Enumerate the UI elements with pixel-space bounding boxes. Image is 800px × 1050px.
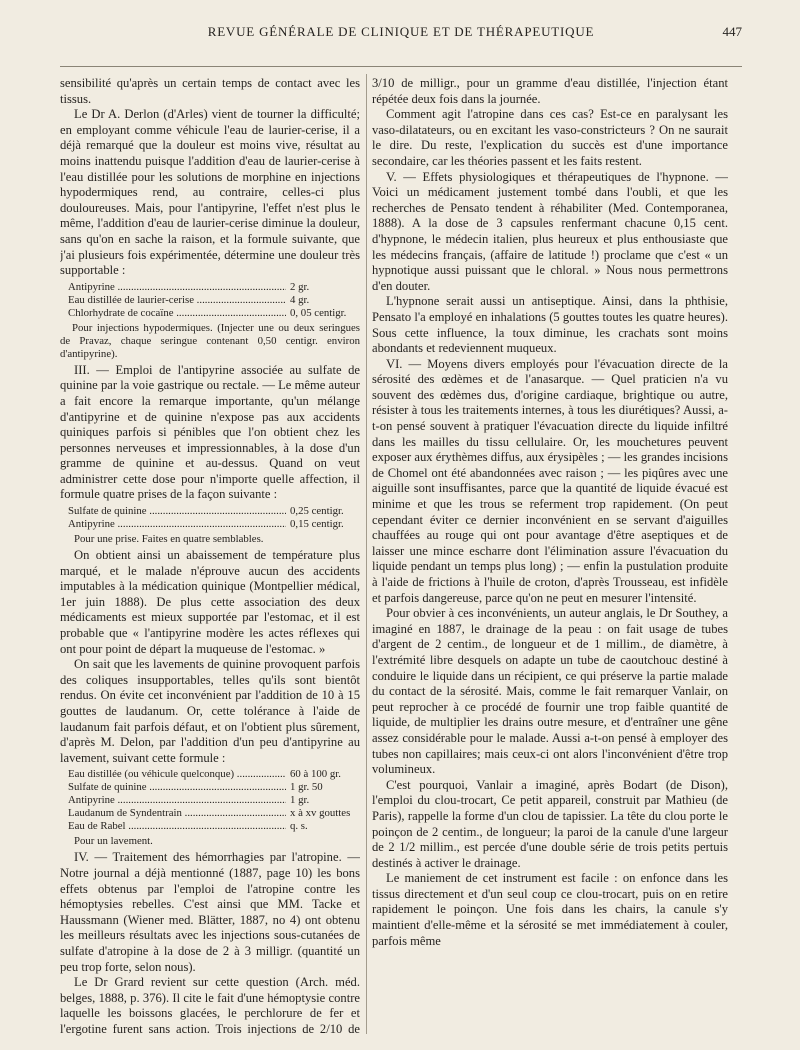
right-column xyxy=(372,76,728,1036)
paragraph: Le Dr Grard revient sur cette question (Arch. méd. belges, 1888, p. 376). Il cite le fait d'une hémoptysie contre laquelle les boissons glacées, le perchlorure de fer et l'ergotine furent sans action. Trois injections de 2/10 de xyxy=(60,975,360,1036)
paragraph: 3/10 de milligr., pour un gramme d'eau distillée, l'injection étant répétée deux fois dans la journée. xyxy=(372,76,728,106)
journal-title: REVUE GÉNÉRALE DE CLINIQUE ET DE THÉRAPEUTIQUE xyxy=(207,24,595,39)
section-paragraph: VI. — Moyens divers employés pour l'évacuation directe de la sérosité des œdèmes et de l'anasarque. — Quel praticien n'a vu souvent des œdèmes dus, d'origine cardiaque, brightique ou autre, résister à tous les traitements internes, à tous les diurétiques? Aussi, a-t-on pensé souvent à pratiquer l'évacuation directe du liquide infiltré dans les mailles du tissu cellulaire. Or, les mouchetures peuvent exposer aux érythèmes diffus, aux érysipèles ; — les grandes incisions de Chomel ont été abandonnées avec raison ; — les piqûres avec une aiguille sont insuffisantes, parce que la quantité de liquide évacué est minime et que les trous se referment trop rapidement. (On peut cependant éviter ce dernier inconvénient en se servant d'aiguilles chauffées au rouge qui ont pour avantage d'être aseptiques et de laisser une mince escharre dont l'élimination assure l'évacuation du liquide pendant un temps plus long) ; — enfin la pustulation produite à l'aide de frictions à l'huile de croton, d'après Trousseau, est infidèle et parfois dangereuse, parce qu'on ne peut en mesurer l'intensité. xyxy=(372,356,728,605)
page-number: 447 xyxy=(722,24,742,39)
section-paragraph: V. — Effets physiologiques et thérapeutiques de l'hypnone. — Voici un médicament justement tombé dans l'oubli, et que les recherches de Pensato tendent à réhabiliter (Med. Contemporanea, 1888). A la dose de 3 capsules renfermant chacune 0,15 cent. d'hypnone, le médecin italien, plus heureux et plus enthousiaste que les médecins français, (affaire de latitude !) proclame que c'est « un hypnotique aussi puissant que le chloral. » Nous nous permettrons d'en douter. xyxy=(372,169,728,293)
formula-note: Pour un lavement. xyxy=(74,835,153,848)
formula-note: Pour une prise. Faites en quatre semblables. xyxy=(74,533,264,546)
formula-row: Chlorhydrate de cocaïne ..... 0, 05 centigr. xyxy=(60,307,360,320)
paragraph: Comment agit l'atropine dans ces cas? Est-ce en paralysant les vaso-dilatateurs, ou en excitant les vaso-constricteurs ? On ne saurait le dire. Du reste, l'explication du succès est d'une importance secondaire, car les théories passent et les faits restent. xyxy=(372,107,728,168)
paragraph: On sait que les lavements de quinine provoquent parfois des coliques insupportables, telles qu'ils sont bientôt rendus. On évite cet inconvénient par l'addition de 10 à 15 gouttes de laudanum. Or, cette tolérance à l'aide de laudanum fait parfois défaut, et on l'obtient plus sûrement, d'après M. Delon, par l'addition d'un peu d'antipyrine au lavement, suivant cette formule : xyxy=(60,657,360,765)
paragraph: Pour obvier à ces inconvénients, un auteur anglais, le Dr Southey, a imaginé en 1887, le drainage de la peau : on fait usage de tubes d'argent de 2 centim., de longueur et de 1 millim., de diamètre, à l'extrémité libre desquels on adapte un tube de caoutchouc destiné à conduire le liquide dans un récipient, ce qui préserve la partie malade du contact de la sérosité. Mais, comme le fait remarquer Vanlair, on peut reprocher à ce procédé de fournir une trop faible quantité de liquide, de multiplier les drains outre mesure, et d'entraîner une gêne assez considérable pour le malade. Aussi a-t-on pensé à employer des tubes non capillaires; mais ceux-ci ont alors l'inconvénient d'être trop volumineux. xyxy=(372,606,728,777)
section-paragraph: III. — Emploi de l'antipyrine associée au sulfate de quinine par la voie gastrique ou rectale. — Le même auteur a fait encore la remarque importante, qu'un mélange d'antipyrine et de quinine n'expose pas aux accidents quiniques parfois si pénibles que l'on obtient chez les personnes nerveuses et impressionnables, à la dose d'un gramme de quinine et au-dessus. Quand on veut administrer cette dose pour n'importe quelle affection, il formule quatre prises de la façon suivante : xyxy=(60,362,360,502)
left-column xyxy=(60,76,360,1036)
column-divider xyxy=(366,74,367,1034)
formula-lavement xyxy=(60,768,360,833)
paragraph: sensibilité qu'après un certain temps de contact avec les tissus. xyxy=(60,76,360,106)
paragraph: Le Dr A. Derlon (d'Arles) vient de tourner la difficulté; en employant comme véhicule l'eau de laurier-cerise, il a déjà remarqué que la douleur est moins vive, résultat au moins inattendu puisque l'addition d'eau de laurier-cerise à l'eau distillée pour les solutions de morphine en injections hypodermiques rend, au contraire, celles-ci plus douloureuses. Mais, pour l'antipyrine, l'effet n'est plus le même, l'addition d'eau de laurier-cerise diminue la douleur, sans qu'on en sache la raison, et la formule suivante, que j'ai plusieurs fois expérimentée, détermine une douleur très supportable : xyxy=(60,107,360,278)
formula-row: Eau de Rabel ..... q. s. xyxy=(60,820,360,833)
formula-row: Sulfate de quinine ..... 1 gr. 50 xyxy=(60,781,360,794)
paragraph: C'est pourquoi, Vanlair a imaginé, après Bodart (de Dison), l'emploi du clou-trocart, Ce petit appareil, construit par Mathieu (de Paris), rappelle la forme d'un clou de tapissier. La tête du clou porte le poinçon de 2 centim., de longueur; la paroi de la canule d'une largeur de 2 1/2 millim., est percée d'une double série de trois petits pertuis destinés à activer le drainage. xyxy=(372,777,728,870)
formula-antipyrine-injection xyxy=(60,281,360,320)
formula-quinine-prise xyxy=(60,505,360,531)
paragraph: Le maniement de cet instrument est facile : on enfonce dans les tissus directement et d'un seul coup ce clou-trocart, puis on en retire rapidement le poinçon. Une fois dans les chairs, la canule s'y maintient d'elle-même et la sérosité se met immédiatement à couler, parfois même xyxy=(372,871,728,948)
section-paragraph: IV. — Traitement des hémorrhagies par l'atropine. — Notre journal a déjà mentionné (1887, page 10) les bons effets obtenus par l'emploi de l'atropine contre les hémoptysies rebelles. C'est ainsi que MM. Tacke et Haussmann (Wiener med. Blätter, 1887, no 4) ont obtenu les meilleurs résultats avec les injections sous-cutanées de sulfate d'atropine à la dose de 2 à 3 milligr. (quantité un peu trop forte, selon nous). xyxy=(60,850,360,974)
formula-note: Pour injections hypodermiques. (Injecter une ou deux seringues de Pravaz, chaque seringue contenant 0,50 centigr. environ d'antipyrine). xyxy=(60,321,360,360)
formula-row: Antipyrine ..... 0,15 centigr. xyxy=(60,518,360,531)
formula-row: Sulfate de quinine ..... 0,25 centigr. xyxy=(60,505,360,518)
formula-row: Antipyrine ..... 2 gr. xyxy=(60,281,360,294)
formula-row: Laudanum de Syndentrain ..... x à xv gouttes xyxy=(60,807,360,820)
paragraph: On obtient ainsi un abaissement de température plus marqué, et le malade n'éprouve aucun des accidents imputables à la médication quinique (Montpellier médical, 1er juin 1888). De plus cette association des deux médicaments est mieux supportée par l'estomac, et il est probable que « l'antipyrine modère les actes réflexes qui ont pour point de départ la muqueuse de l'estomac. » xyxy=(60,548,360,656)
header-rule xyxy=(60,66,742,67)
running-header xyxy=(60,22,742,44)
formula-row: Eau distillée (ou véhicule quelconque) ..... 60 à 100 gr. xyxy=(60,768,360,781)
paragraph: L'hypnone serait aussi un antiseptique. Ainsi, dans la phthisie, Pensato l'a employé en inhalations (5 gouttes toutes les quatre heures). Sous cette influence, la toux diminue, les crachats sont moins abondants et redeviennent muqueux. xyxy=(372,294,728,356)
formula-row: Antipyrine ..... 1 gr. xyxy=(60,794,360,807)
formula-row: Eau distillée de laurier-cerise ..... 4 gr. xyxy=(60,294,360,307)
